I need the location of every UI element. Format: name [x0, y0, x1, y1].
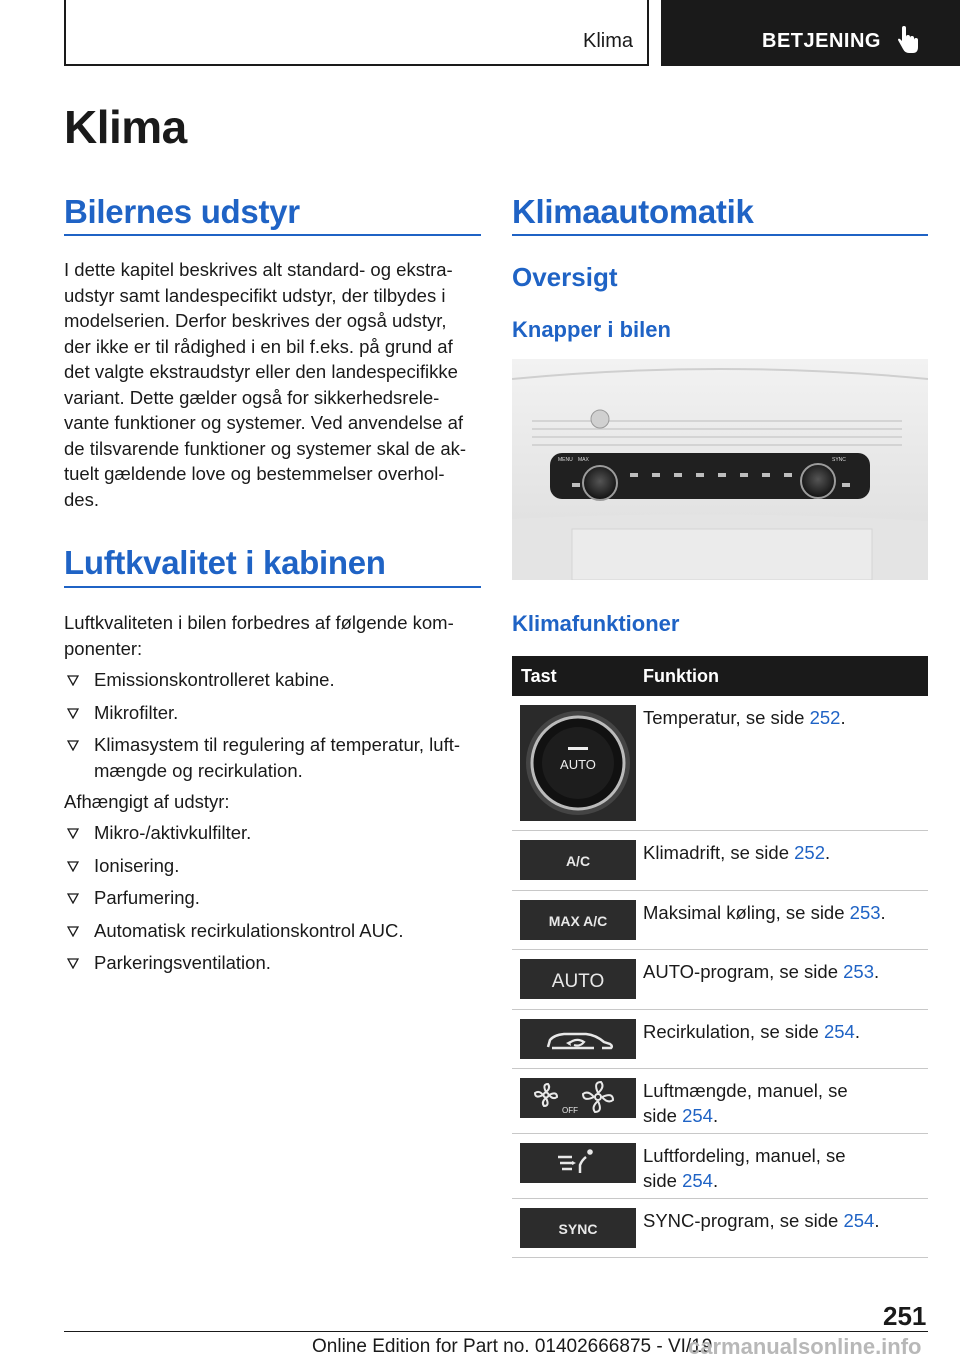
photo-label-max: MAX	[578, 457, 589, 463]
pointing-hand-icon	[897, 26, 919, 54]
heading-climate-automatic: Klimaautomatik	[512, 193, 754, 230]
function-text-end: .	[712, 1105, 719, 1126]
table-header	[512, 656, 928, 696]
table-row	[512, 1069, 928, 1134]
function-text-end: .	[880, 902, 886, 923]
key-label: AUTO	[551, 971, 605, 992]
climate-panel-photo	[512, 359, 928, 580]
key-label: OFF	[562, 1106, 578, 1115]
function-description	[643, 840, 923, 865]
ac-key-icon	[520, 840, 636, 885]
list-item-text: Automatisk recirkulationskontrol AUC.	[94, 919, 404, 941]
function-description	[643, 1078, 923, 1128]
function-text-end: .	[874, 961, 880, 982]
header-chapter-title: BETJENING	[762, 30, 881, 52]
column-header-function: Funktion	[643, 666, 719, 686]
key-label: SYNC	[558, 1221, 598, 1237]
photo-label-sync: SYNC	[832, 457, 846, 463]
function-text-end: .	[712, 1170, 719, 1191]
text-line: I dette kapitel beskrives alt standard- og ekstra-	[64, 259, 453, 280]
text-line: variant. Dette gælder også for sikkerhedsrele-	[64, 386, 440, 408]
text-line: det valgte ekstraudstyr eller den landespecifikke	[64, 361, 458, 382]
heading-rule	[512, 234, 928, 236]
text-line: ponenter:	[64, 637, 143, 659]
heading-overview: Oversigt	[512, 262, 618, 292]
page-title: Klima	[64, 101, 187, 153]
list-item-text: Parkeringsventilation.	[94, 952, 271, 973]
function-text: Recirkulation, se side	[643, 1021, 824, 1042]
header-section-title: Klima	[582, 30, 633, 52]
triangle-bullet-icon	[67, 958, 79, 969]
sync-key-icon	[520, 1208, 636, 1253]
text-line: Luftkvaliteten i bilen forbedres af følgende kom-	[64, 612, 454, 633]
page-reference-link[interactable]: 252	[809, 707, 841, 728]
equipment-note: Afhængigt af udstyr:	[64, 791, 230, 812]
heading-equipment: Bilernes udstyr	[64, 193, 300, 230]
heading-rule	[64, 234, 481, 236]
key-label: MAX A/C	[548, 913, 608, 929]
list-item	[64, 885, 484, 911]
text-line: der ikke er til rådighed i en bil f.eks. på grund af	[64, 335, 453, 357]
page-reference-link[interactable]: 254	[682, 1170, 713, 1191]
text-line: udstyr samt landespecifikt udstyr, der tilbydes i	[64, 284, 446, 306]
function-text: Temperatur, se side	[643, 707, 810, 728]
triangle-bullet-icon	[67, 926, 79, 937]
function-text: Luftmængde, manuel, se side	[643, 1080, 848, 1126]
triangle-bullet-icon	[67, 828, 79, 839]
page-number: 251	[883, 1301, 927, 1331]
footer-rule	[64, 1331, 928, 1332]
table-row	[512, 891, 928, 950]
heading-buttons: Knapper i bilen	[512, 317, 671, 342]
function-text: AUTO-program, se side	[643, 961, 844, 982]
optional-list	[64, 820, 484, 983]
watermark: carmanualsonline.info	[688, 1334, 922, 1359]
function-description	[643, 1208, 923, 1233]
heading-rule	[64, 586, 481, 588]
list-item	[64, 732, 484, 783]
list-item-text: Mikrofilter.	[94, 701, 179, 723]
function-description	[643, 1019, 923, 1044]
list-item	[64, 950, 484, 976]
temperature-knob-icon	[520, 705, 636, 826]
heading-air-quality: Luftkvalitet i kabinen	[64, 544, 386, 581]
page-reference-link[interactable]: 253	[843, 961, 875, 982]
list-item	[64, 853, 484, 879]
function-description	[643, 1143, 923, 1193]
list-item	[64, 820, 484, 846]
list-item	[64, 700, 484, 726]
photo-label-menu: MENU	[558, 457, 573, 463]
function-description	[643, 959, 923, 984]
climate-functions-table	[512, 656, 928, 1258]
function-text-end: .	[825, 842, 831, 863]
list-item-text: Ionisering.	[94, 854, 180, 876]
list-item-text: Emissionskontrolleret kabine.	[94, 669, 335, 690]
function-description	[643, 900, 923, 925]
function-text: Maksimal køling, se side	[643, 902, 850, 923]
air-quality-list	[64, 667, 484, 790]
function-text-end: .	[874, 1210, 880, 1231]
footer-edition: Online Edition for Part no. 01402666875 - VI/19	[312, 1336, 713, 1357]
list-item	[64, 918, 484, 944]
heading-climate-functions: Klimafunktioner	[512, 611, 680, 636]
page-reference-link[interactable]: 254	[823, 1021, 855, 1042]
header-chapter-box	[661, 0, 960, 66]
triangle-bullet-icon	[67, 893, 79, 904]
table-row	[512, 831, 928, 891]
fan-key-icon	[520, 1078, 636, 1123]
triangle-bullet-icon	[67, 861, 79, 872]
text-line: de tilsvarende funktioner og systemer skal de ak-	[64, 437, 467, 459]
text-line: tuelt gældende love og bestemmelser overhol-	[64, 463, 445, 484]
function-text-end: .	[854, 1021, 860, 1042]
header-section-box	[64, 0, 649, 66]
air-quality-intro	[64, 610, 484, 661]
list-item	[64, 667, 484, 693]
page-reference-link[interactable]: 253	[849, 902, 881, 923]
page-reference-link[interactable]: 254	[843, 1210, 875, 1231]
column-header-key: Tast	[521, 666, 557, 686]
table-row	[512, 950, 928, 1010]
page-reference-link[interactable]: 252	[794, 842, 826, 863]
table-row	[512, 1199, 928, 1258]
function-text: SYNC-program, se side	[643, 1210, 844, 1231]
key-label: AUTO	[560, 757, 596, 772]
function-text: Luftfordeling, manuel, se side	[643, 1145, 846, 1191]
function-description	[643, 705, 923, 730]
function-text-end: .	[840, 707, 846, 728]
equipment-paragraph	[64, 257, 484, 512]
list-item-text: Parfumering.	[94, 887, 200, 908]
triangle-bullet-icon	[67, 708, 79, 719]
text-line: des.	[64, 488, 99, 510]
table-row	[512, 1010, 928, 1069]
list-item-text: Klimasystem til regulering af temperatur, luft- mængde og recirkulation.	[94, 734, 461, 781]
list-item-text: Mikro-/aktivkulfilter.	[94, 822, 252, 843]
triangle-bullet-icon	[67, 740, 79, 751]
text-line: modelserien. Derfor beskrives der også udstyr,	[64, 310, 447, 331]
auto-key-icon	[520, 959, 636, 1004]
triangle-bullet-icon	[67, 675, 79, 686]
table-row	[512, 696, 928, 831]
page-reference-link[interactable]: 254	[682, 1105, 713, 1126]
climate-panel-illustration	[512, 359, 928, 580]
recirculation-key-icon	[520, 1019, 636, 1064]
max-ac-key-icon	[520, 900, 636, 945]
text-line: vante funktioner og systemer. Ved anvendelse af	[64, 412, 464, 433]
air-distribution-key-icon	[520, 1143, 636, 1188]
table-row	[512, 1134, 928, 1199]
function-text: Klimadrift, se side	[643, 842, 795, 863]
key-label: A/C	[565, 853, 591, 869]
